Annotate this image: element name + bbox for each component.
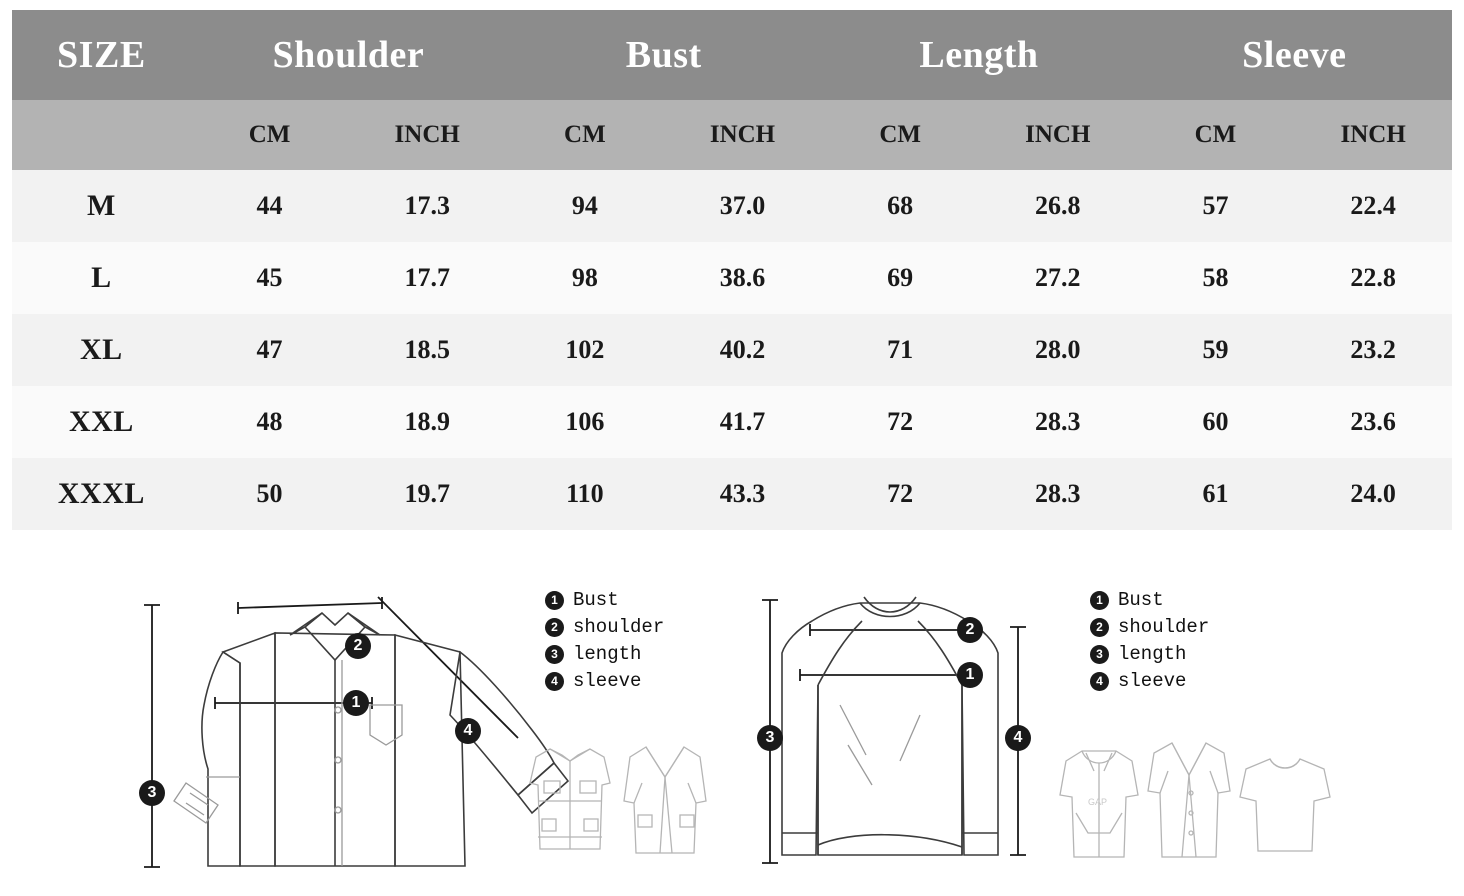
thumbnail-brand-text: GAP — [1088, 797, 1108, 807]
unit-shoulder-cm: CM — [191, 100, 349, 170]
row-size: L — [12, 242, 191, 314]
measurement-diagrams — [0, 555, 1464, 896]
marker-bust: 1 — [343, 690, 369, 716]
marker-sleeve: 4 — [1005, 725, 1031, 751]
row-size: XXL — [12, 386, 191, 458]
cell-length-cm: 72 — [821, 458, 979, 530]
unit-length-inch: INCH — [979, 100, 1137, 170]
table-row — [12, 458, 1452, 530]
legend-item — [545, 587, 664, 614]
cell-sleeve-inch: 23.6 — [1294, 386, 1452, 458]
cell-sleeve-inch: 24.0 — [1294, 458, 1452, 530]
legend-label: length — [573, 643, 642, 665]
cell-bust-cm: 110 — [506, 458, 664, 530]
cell-sleeve-cm: 60 — [1137, 386, 1295, 458]
cell-shoulder-inch: 17.7 — [348, 242, 506, 314]
marker-bust: 1 — [957, 662, 983, 688]
cell-bust-cm: 94 — [506, 170, 664, 242]
bullet-number-icon: 3 — [1090, 645, 1109, 664]
bullet-number-icon: 3 — [545, 645, 564, 664]
cell-shoulder-inch: 18.5 — [348, 314, 506, 386]
cell-length-cm: 71 — [821, 314, 979, 386]
cell-length-inch: 28.3 — [979, 386, 1137, 458]
unit-sleeve-cm: CM — [1137, 100, 1295, 170]
legend-label: length — [1118, 643, 1187, 665]
header-shoulder: Shoulder — [191, 10, 506, 100]
table-unit-row — [12, 100, 1452, 170]
unit-sleeve-inch: INCH — [1294, 100, 1452, 170]
cell-length-inch: 28.3 — [979, 458, 1137, 530]
size-chart-page — [0, 10, 1464, 896]
header-bust: Bust — [506, 10, 821, 100]
unit-blank — [12, 100, 191, 170]
legend-label: sleeve — [1118, 670, 1187, 692]
cell-bust-cm: 102 — [506, 314, 664, 386]
sweater-illustration — [740, 555, 1340, 896]
marker-shoulder: 2 — [345, 633, 371, 659]
cell-sleeve-cm: 61 — [1137, 458, 1295, 530]
table-row — [12, 170, 1452, 242]
cell-length-cm: 69 — [821, 242, 979, 314]
header-size: SIZE — [12, 10, 191, 100]
cell-sleeve-cm: 57 — [1137, 170, 1295, 242]
legend-item — [545, 668, 664, 695]
marker-sleeve: 4 — [455, 718, 481, 744]
cell-bust-inch: 38.6 — [664, 242, 822, 314]
cell-length-cm: 72 — [821, 386, 979, 458]
cell-bust-inch: 41.7 — [664, 386, 822, 458]
bullet-number-icon: 4 — [1090, 672, 1109, 691]
marker-shoulder: 2 — [957, 617, 983, 643]
shirt-diagram — [120, 555, 720, 896]
header-length: Length — [821, 10, 1136, 100]
cell-sleeve-inch: 22.8 — [1294, 242, 1452, 314]
shirt-legend — [545, 587, 664, 695]
bullet-number-icon: 1 — [1090, 591, 1109, 610]
unit-bust-cm: CM — [506, 100, 664, 170]
size-table — [12, 10, 1452, 530]
sweater-legend — [1090, 587, 1209, 695]
marker-length: 3 — [139, 780, 165, 806]
cell-shoulder-cm: 50 — [191, 458, 349, 530]
row-size: XXXL — [12, 458, 191, 530]
marker-length: 3 — [757, 725, 783, 751]
legend-item — [1090, 668, 1209, 695]
cell-shoulder-inch: 19.7 — [348, 458, 506, 530]
cell-bust-cm: 98 — [506, 242, 664, 314]
table-row — [12, 314, 1452, 386]
row-size: M — [12, 170, 191, 242]
bullet-number-icon: 4 — [545, 672, 564, 691]
row-size: XL — [12, 314, 191, 386]
legend-item — [1090, 614, 1209, 641]
bullet-number-icon: 2 — [1090, 618, 1109, 637]
cell-bust-inch: 43.3 — [664, 458, 822, 530]
cell-shoulder-cm: 45 — [191, 242, 349, 314]
cell-shoulder-cm: 47 — [191, 314, 349, 386]
legend-item — [1090, 587, 1209, 614]
sweater-diagram — [740, 555, 1340, 896]
table-header-row — [12, 10, 1452, 100]
legend-label: shoulder — [573, 616, 665, 638]
cell-sleeve-cm: 59 — [1137, 314, 1295, 386]
table-row — [12, 386, 1452, 458]
cell-bust-cm: 106 — [506, 386, 664, 458]
cell-bust-inch: 40.2 — [664, 314, 822, 386]
legend-item — [545, 614, 664, 641]
legend-label: sleeve — [573, 670, 642, 692]
cell-length-inch: 27.2 — [979, 242, 1137, 314]
legend-item — [1090, 641, 1209, 668]
cell-shoulder-inch: 18.9 — [348, 386, 506, 458]
unit-bust-inch: INCH — [664, 100, 822, 170]
legend-item — [545, 641, 664, 668]
unit-length-cm: CM — [821, 100, 979, 170]
cell-length-inch: 26.8 — [979, 170, 1137, 242]
bullet-number-icon: 2 — [545, 618, 564, 637]
cell-shoulder-cm: 44 — [191, 170, 349, 242]
cell-shoulder-cm: 48 — [191, 386, 349, 458]
unit-shoulder-inch: INCH — [348, 100, 506, 170]
cell-sleeve-cm: 58 — [1137, 242, 1295, 314]
cell-length-cm: 68 — [821, 170, 979, 242]
cell-sleeve-inch: 22.4 — [1294, 170, 1452, 242]
header-sleeve: Sleeve — [1137, 10, 1452, 100]
cell-sleeve-inch: 23.2 — [1294, 314, 1452, 386]
cell-bust-inch: 37.0 — [664, 170, 822, 242]
legend-label: Bust — [1118, 589, 1164, 611]
legend-label: Bust — [573, 589, 619, 611]
cell-shoulder-inch: 17.3 — [348, 170, 506, 242]
legend-label: shoulder — [1118, 616, 1210, 638]
table-row — [12, 242, 1452, 314]
cell-length-inch: 28.0 — [979, 314, 1137, 386]
bullet-number-icon: 1 — [545, 591, 564, 610]
